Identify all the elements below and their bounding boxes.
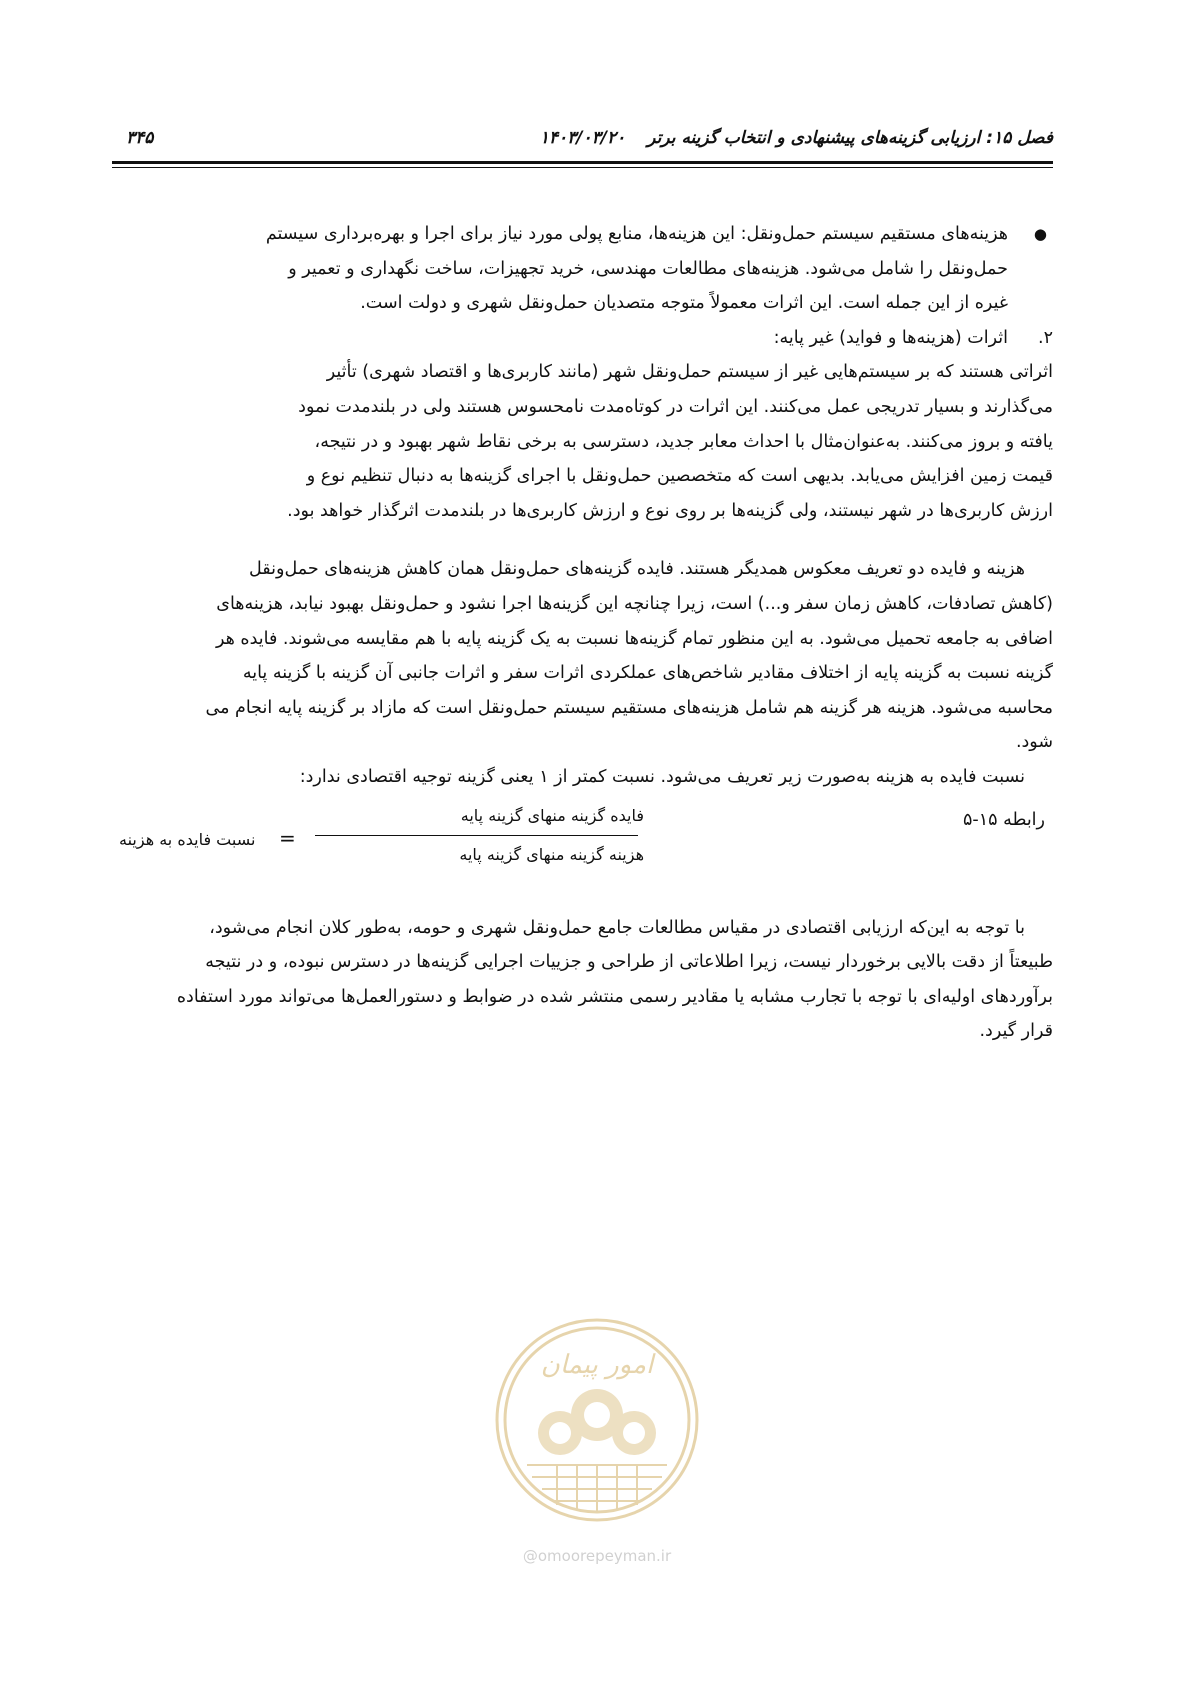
- paragraph-line: قرار گیرد.: [979, 1021, 1053, 1042]
- paragraph-non-base-effects: [117, 355, 1053, 528]
- formula-numerator: فایده گزینه منهای گزینه پایه: [460, 805, 644, 825]
- paragraph-line: اضافی به جامعه تحمیل می‌شود. به این منظور تمام گزینه‌ها نسبت به یک گزینه پایه با هم مقایسه می‌شوند. فایده هر: [215, 628, 1053, 649]
- paragraph-line: گزینه نسبت به گزینه پایه از اختلاف مقادیر شاخص‌های عملکردی اثرات سفر و اثرات جانبی آن گزینه با گزینه پایه: [242, 663, 1053, 684]
- paragraph-line: برآوردهای اولیه‌ای با توجه با تجارب مشابه یا مقادیر رسمی منتشر شده در ضوابط و دستورالعمل‌ها می‌تواند مورد استفاده: [176, 986, 1053, 1007]
- paragraph-line: ارزش کاربری‌ها در شهر نیستند، ولی گزینه‌ها بر روی نوع و ارزش کاربری‌ها در بلندمدت اثرگذار خواهد بود.: [287, 500, 1053, 521]
- paragraph-line: یافته و بروز می‌کنند. به‌عنوان‌مثال با احداث معابر جدید، دسترسی به برخی نقاط شهر بهبود و در نتیجه،: [314, 431, 1053, 452]
- paragraph-line: شود.: [1015, 732, 1053, 753]
- list-number: ۲.: [1038, 327, 1053, 348]
- watermark-logo: [482, 1315, 712, 1565]
- formula-fraction: [309, 801, 644, 871]
- page-number: ۳۴۵: [126, 128, 154, 148]
- paragraph-ratio-definition: [117, 760, 1053, 795]
- page-header: [112, 128, 1053, 158]
- watermark-url: @omoorepeyman.ir: [522, 1547, 672, 1565]
- paragraph-line: (کاهش تصادفات، کاهش زمان سفر و...) است، زیرا چنانچه این گزینه‌ها اجرا نشود و حمل‌ونقل بهبود نیابد، هزینه‌های: [216, 593, 1053, 614]
- formula-label: رابطه ۱۵-۵: [962, 809, 1045, 830]
- header-date: ۱۴۰۳/۰۳/۲۰: [539, 128, 626, 148]
- paragraph-economic-evaluation: [117, 911, 1053, 1049]
- paragraph-line: محاسبه می‌شود. هزینه هر گزینه هم شامل هزینه‌های مستقیم سیستم حمل‌ونقل است که مازاد بر گزینه پایه انجام می: [205, 697, 1053, 718]
- formula-equals-sign: =: [279, 825, 296, 850]
- numbered-item-title: اثرات (هزینه‌ها و فواید) غیر پایه:: [773, 327, 1008, 348]
- formula-benefit-cost-ratio: [117, 801, 1053, 887]
- paragraph-line: طبیعتاً از دقت بالایی برخوردار نیست، زیرا اطلاعاتی از طراحی و جزییات اجرایی گزینه‌ها در دسترس نبوده، و در نتیجه: [205, 952, 1053, 973]
- watermark-logo-text: امور پیمان: [540, 1350, 654, 1380]
- bullet-item-direct-costs: [117, 217, 1053, 321]
- bullet-dot-icon: ●: [1033, 225, 1047, 243]
- numbered-item-non-base-effects: [117, 321, 1053, 356]
- paragraph-line: هزینه و فایده دو تعریف معکوس همدیگر هستند. فایده گزینه‌های حمل‌ونقل همان کاهش هزینه‌های حمل‌ونقل: [249, 559, 1025, 580]
- paragraph-line: اثراتی هستند که بر سیستم‌هایی غیر از سیستم حمل‌ونقل شهر (مانند کاربری‌ها و اقتصاد شهری) تأثیر: [326, 362, 1053, 383]
- paragraph-line: قیمت زمین افزایش می‌یابد. بدیهی است که متخصصین حمل‌ونقل با اجرای گزینه‌ها به دنبال تنظیم نوع و: [306, 466, 1053, 487]
- bullet-line: غیره از این جمله است. این اثرات معمولاً متوجه متصدیان حمل‌ونقل شهری و دولت است.: [360, 293, 1008, 314]
- fraction-bar: [315, 835, 638, 837]
- bullet-line: هزینه‌های مستقیم سیستم حمل‌ونقل: این هزینه‌ها، منابع پولی مورد نیاز برای اجرا و بهره‌برداری سیستم: [265, 224, 1008, 244]
- paragraph-cost-benefit: [117, 552, 1053, 760]
- header-rule-thin: [112, 167, 1053, 168]
- bullet-line: حمل‌ونقل را شامل می‌شود. هزینه‌های مطالعات مهندسی، خرید تجهیزات، ساخت نگهداری و تعمیر و: [288, 258, 1008, 279]
- paragraph-line: می‌گذارند و بسیار تدریجی عمل می‌کنند. این اثرات در کوتاه‌مدت نامحسوس هستند ولی در بلندمدت نمود: [298, 396, 1053, 417]
- formula-lhs: نسبت فایده به هزینه: [119, 829, 256, 849]
- paragraph-line: با توجه به این‌که ارزیابی اقتصادی در مقیاس مطالعات جامع حمل‌ونقل شهری و حومه، به‌طور کلان انجام می‌شود،: [209, 917, 1025, 938]
- chapter-title: فصل ۱۵: ارزیابی گزینه‌های پیشنهادی و انتخاب گزینه برتر: [647, 128, 1053, 148]
- paragraph-line: نسبت فایده به هزینه به‌صورت زیر تعریف می‌شود. نسبت کمتر از ۱ یعنی گزینه توجیه اقتصادی ندارد:: [299, 766, 1025, 787]
- formula-denominator: هزینه گزینه منهای گزینه پایه: [459, 845, 644, 864]
- watermark-emblem-icon: [482, 1315, 712, 1535]
- header-rule-thick: [112, 161, 1053, 164]
- body-text: [117, 217, 1053, 1049]
